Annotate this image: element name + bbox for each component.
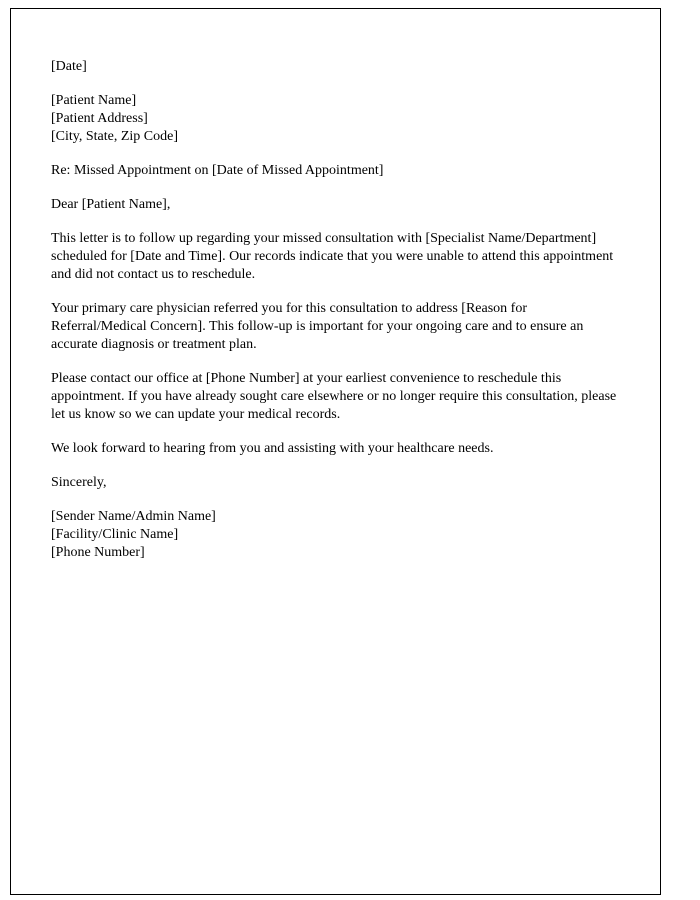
recipient-city-state-zip: [City, State, Zip Code] (51, 129, 179, 144)
body-paragraph: We look forward to hearing from you and assisting with your healthcare needs. (51, 441, 494, 456)
closing: Sincerely, (51, 475, 107, 490)
subject-line: Re: Missed Appointment on [Date of Missed Appointment] (51, 163, 384, 178)
body-paragraph: Please contact our office at [Phone Number] at your earliest convenience to reschedule this appointment. If you have already sought care elsewhere or no longer require this consultation, please let us know so we can update your medical records. (51, 371, 617, 422)
body-paragraph: This letter is to follow up regarding your missed consultation with [Specialist Name/Department] scheduled for [Date and Time]. Our records indicate that you were unable to attend this appointment and did not contact us to reschedule. (51, 231, 614, 282)
signature-phone-number: [Phone Number] (51, 545, 145, 560)
letter-date: [Date] (51, 59, 87, 74)
recipient-address: [Patient Address] (51, 111, 148, 126)
recipient-block (51, 92, 622, 146)
signature-facility-name: [Facility/Clinic Name] (51, 527, 179, 542)
salutation: Dear [Patient Name], (51, 197, 171, 212)
recipient-name: [Patient Name] (51, 93, 137, 108)
signature-block (51, 508, 622, 562)
body-paragraph: Your primary care physician referred you for this consultation to address [Reason for Referral/Medical Concern]. This follow-up is important for your ongoing care and to ensure an accurate diagnosis or treatment plan. (51, 301, 584, 352)
signature-sender-name: [Sender Name/Admin Name] (51, 509, 216, 524)
letter-page (10, 8, 661, 895)
